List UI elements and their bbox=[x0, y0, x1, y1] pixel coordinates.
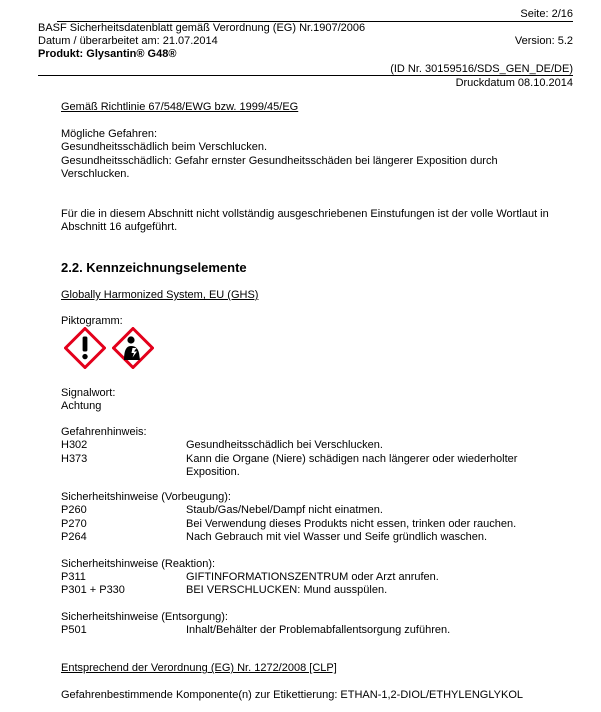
header-title: BASF Sicherheitsdatenblatt gemäß Verordnung (EG) Nr.1907/2006 bbox=[38, 22, 366, 34]
directive-heading: Gemäß Richtlinie 67/548/EWG bzw. 1999/45/EG bbox=[61, 101, 299, 113]
clp-heading: Entsprechend der Verordnung (EG) Nr. 1272/2008 [CLP] bbox=[61, 662, 337, 674]
statement-text: Staub/Gas/Nebel/Dampf nicht einatmen. bbox=[186, 504, 383, 516]
statement-text: Nach Gebrauch mit viel Wasser und Seife gründlich waschen. bbox=[186, 531, 488, 543]
signal-label: Signalwort: bbox=[61, 387, 116, 399]
header-id: (ID Nr. 30159516/SDS_GEN_DE/DE) bbox=[390, 63, 573, 75]
note-text-cont: Abschnitt 16 aufgeführt. bbox=[61, 221, 178, 233]
statement-text: Bei Verwendung dieses Produkts nicht essen, trinken oder rauchen. bbox=[186, 518, 517, 530]
ghs-heading: Globally Harmonized System, EU (GHS) bbox=[61, 289, 259, 301]
print-date: Druckdatum 08.10.2014 bbox=[455, 77, 573, 89]
health-hazard-icon bbox=[112, 327, 154, 369]
hazard-statements-label: Gefahrenhinweis: bbox=[61, 426, 147, 438]
statement-text: BEI VERSCHLUCKEN: Mund ausspülen. bbox=[186, 584, 388, 596]
note-text: Für die in diesem Abschnitt nicht vollständig ausgeschriebenen Einstufungen ist der volle Wortlaut in bbox=[61, 208, 549, 220]
header-date: Datum / überarbeitet am: 21.07.2014 bbox=[38, 35, 218, 47]
hazard-text-2: Gesundheitsschädlich: Gefahr ernster Gesundheitsschäden bei längerer Exposition durch bbox=[61, 155, 498, 167]
statement-code: H302 bbox=[61, 439, 88, 451]
statement-text: Gesundheitsschädlich bei Verschlucken. bbox=[186, 439, 383, 451]
hazard-text-1: Gesundheitsschädlich beim Verschlucken. bbox=[61, 141, 268, 153]
clp-components: Gefahrenbestimmende Komponente(n) zur Etikettierung: ETHAN-1,2-DIOL/ETHYLENGLYKOL bbox=[61, 689, 523, 701]
statement-text: Kann die Organe (Niere) schädigen nach längerer oder wiederholter bbox=[186, 453, 518, 465]
hazard-text-2-cont: Verschlucken. bbox=[61, 168, 130, 180]
statement-text: GIFTINFORMATIONSZENTRUM oder Arzt anrufen. bbox=[186, 571, 439, 583]
section-title: 2.2. Kennzeichnungselemente bbox=[61, 260, 247, 275]
signal-word: Achtung bbox=[61, 400, 102, 412]
statement-text: Inhalt/Behälter der Problemabfallentsorgung zuführen. bbox=[186, 624, 451, 636]
statement-text-cont: Exposition. bbox=[186, 466, 240, 478]
statement-code: H373 bbox=[61, 453, 88, 465]
response-label: Sicherheitshinweise (Reaktion): bbox=[61, 558, 216, 570]
hazards-label: Mögliche Gefahren: bbox=[61, 128, 157, 140]
header-version: Version: 5.2 bbox=[514, 35, 573, 47]
pictogram-label: Piktogramm: bbox=[61, 315, 123, 327]
disposal-label: Sicherheitshinweise (Entsorgung): bbox=[61, 611, 228, 623]
header-bottom-rule bbox=[38, 75, 573, 76]
statement-code: P260 bbox=[61, 504, 87, 516]
statement-code: P501 bbox=[61, 624, 87, 636]
prevention-label: Sicherheitshinweise (Vorbeugung): bbox=[61, 491, 231, 503]
statement-code: P270 bbox=[61, 518, 87, 530]
statement-code: P264 bbox=[61, 531, 87, 543]
statement-code: P301 + P330 bbox=[61, 584, 125, 596]
exclamation-mark-icon bbox=[64, 327, 106, 369]
header-product: Produkt: Glysantin® G48® bbox=[38, 48, 177, 60]
page-number: Seite: 2/16 bbox=[520, 8, 573, 20]
statement-code: P311 bbox=[61, 571, 86, 583]
